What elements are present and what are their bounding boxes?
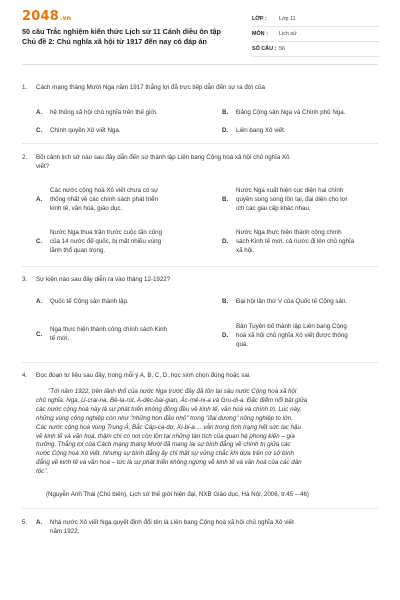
document-title: 50 câu Trắc nghiệm kiến thức Lịch sử 11 Cánh diều ôn tập Chủ đề 2: Chủ nghĩa xã hội từ 1917 đến nay có đáp án — [22, 27, 221, 46]
meta-row-count: SỐ CÂU : 56 — [252, 42, 380, 57]
source-citation: (Nguyễn Anh Thái (Chủ biên), Lịch sử thế giới hiện đại, NXB Giáo dục, Hà Nội, 2006, tr.45 – 46) — [46, 491, 309, 498]
divider — [22, 508, 378, 509]
divider — [22, 362, 378, 363]
header-divider — [22, 64, 378, 65]
source-quote: "Tới năm 1922, trên lãnh thổ của nước Nga trước đây đã tồn tại sáu nước Cộng hoà xã hội chủ nghĩa: Nga, U-crai-na, Bê-la-rút, A-déc-bai-gian, Ác-mê-ni-a và Gru-di-a. Đặc điểm nổi bật giữa các nước cộng hoà này là sự phát triển không đồng đều về kinh tế, văn hoá và chính trị. Lúc này, những vùng công nghiệp còn như "những hòn đảo nhỏ" trong "đại dương" nông nghiệp to lớn. Các nước cộng hoà vùng Trung Á, Bắc Cáp-ca-dơ, Xi-bi-a ... vẫn trong tình trạng hết sức lạc hậu về kinh tế và văn hoá, thậm chí có nơi còn tồn tại những tàn tích của quan hệ phong kiến – gia trưởng. Thắng lợi của Cách mạng tháng Mười đã mang lại sự bình đẳng về chính trị giữa các nước Cộng hoà Xô viết. Nhưng sự bình đẳng ấy chỉ thật sự vững chắc khi dựa trên cơ sở bình đẳng về kinh tế và văn hoá – tức là sự phát triển không ngừng về kinh tế và văn hoá của các dân tộc". — [36, 388, 308, 476]
header — [0, 0, 400, 64]
divider — [22, 143, 378, 144]
divider — [22, 266, 378, 267]
meta-row-subject: MÔN : Lịch sử — [252, 27, 380, 42]
meta-row-class: LỚP : Lớp 11 — [252, 12, 380, 27]
meta-box — [252, 12, 380, 57]
site-logo[interactable]: 2048.vn — [22, 9, 72, 24]
